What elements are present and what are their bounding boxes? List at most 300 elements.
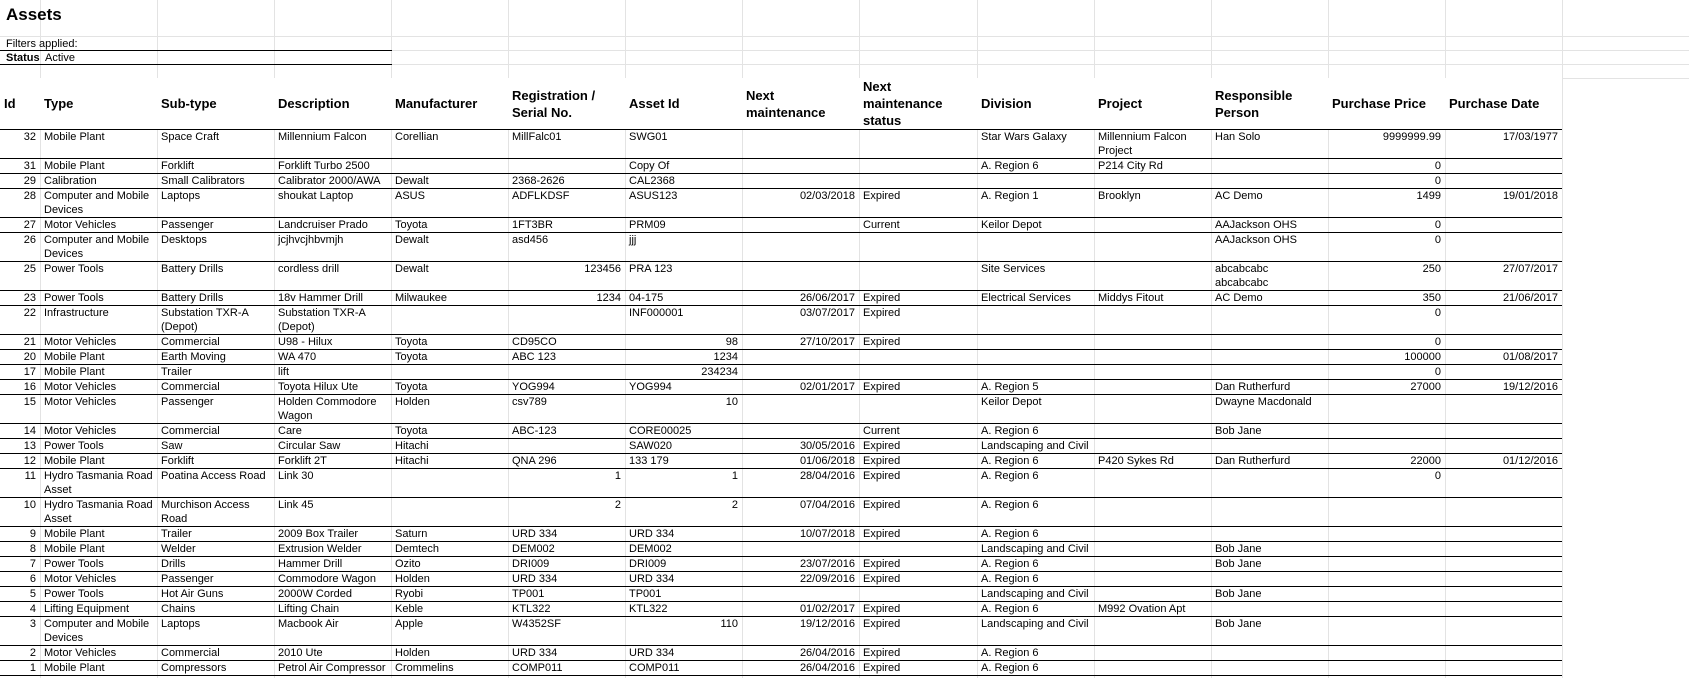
cell-project[interactable]: [1094, 350, 1211, 365]
cell-sub-type[interactable]: Laptops: [161, 190, 201, 202]
cell-responsible-person[interactable]: [1211, 527, 1328, 542]
cell-division[interactable]: A. Region 5: [981, 381, 1039, 393]
cell-registration[interactable]: [508, 306, 625, 335]
cell-next-maintenance[interactable]: 27/10/2017: [799, 336, 855, 348]
cell-sub-type[interactable]: Battery Drills: [161, 263, 224, 275]
cell-id[interactable]: 31: [23, 160, 36, 172]
cell-registration[interactable]: 1: [614, 470, 621, 482]
cell-purchase-price[interactable]: [1328, 646, 1445, 661]
cell-next-maintenance[interactable]: [742, 542, 859, 557]
cell-description[interactable]: 2010 Ute: [278, 647, 323, 659]
cell-id[interactable]: 14: [23, 425, 36, 437]
cell-registration[interactable]: 2368-2626: [512, 175, 565, 187]
cell-manufacturer[interactable]: Toyota: [395, 425, 428, 437]
cell-next-maintenance[interactable]: [742, 218, 859, 233]
cell-sub-type[interactable]: Drills: [161, 558, 186, 570]
table-row[interactable]: [0, 542, 1562, 557]
table-row[interactable]: [0, 130, 1562, 159]
cell-project[interactable]: [1094, 587, 1211, 602]
cell-next-maintenance[interactable]: 02/03/2018: [799, 190, 855, 202]
cell-type[interactable]: Mobile Plant: [44, 528, 105, 540]
cell-manufacturer[interactable]: [391, 498, 508, 527]
cell-registration[interactable]: [508, 439, 625, 454]
cell-description[interactable]: Lifting Chain: [278, 603, 340, 615]
cell-responsible-person[interactable]: Bob Jane: [1215, 543, 1262, 555]
cell-purchase-date[interactable]: [1445, 572, 1562, 587]
cell-next-maintenance[interactable]: [742, 233, 859, 262]
cell-asset-id[interactable]: URD 334: [629, 573, 675, 585]
cell-asset-id[interactable]: PRA 123: [629, 263, 673, 275]
cell-type[interactable]: Motor Vehicles: [44, 647, 117, 659]
cell-project[interactable]: Middys Fitout: [1098, 292, 1164, 304]
cell-sub-type[interactable]: Commercial: [161, 381, 220, 393]
cell-maintenance-status[interactable]: Expired: [863, 336, 901, 348]
cell-division[interactable]: [977, 306, 1094, 335]
cell-purchase-price[interactable]: [1328, 439, 1445, 454]
cell-registration[interactable]: W4352SF: [512, 618, 561, 630]
cell-description[interactable]: 18v Hammer Drill: [278, 292, 363, 304]
cell-description[interactable]: Petrol Air Compressor: [278, 662, 386, 674]
cell-division[interactable]: A. Region 6: [981, 573, 1039, 585]
cell-responsible-person[interactable]: AC Demo: [1215, 292, 1263, 304]
cell-project[interactable]: [1094, 218, 1211, 233]
cell-manufacturer[interactable]: Toyota: [395, 219, 428, 231]
cell-sub-type[interactable]: Substation TXR-A (Depot): [161, 307, 249, 333]
cell-purchase-date[interactable]: [1445, 439, 1562, 454]
table-row[interactable]: [0, 174, 1562, 189]
cell-type[interactable]: Calibration: [44, 175, 97, 187]
cell-purchase-date[interactable]: 01/08/2017: [1502, 351, 1558, 363]
cell-maintenance-status[interactable]: [859, 587, 977, 602]
cell-next-maintenance[interactable]: 01/02/2017: [799, 603, 855, 615]
cell-type[interactable]: Motor Vehicles: [44, 425, 117, 437]
cell-asset-id[interactable]: CORE00025: [629, 425, 692, 437]
cell-responsible-person[interactable]: [1211, 335, 1328, 350]
cell-purchase-date[interactable]: [1445, 306, 1562, 335]
cell-asset-id[interactable]: jjj: [629, 234, 637, 246]
cell-purchase-date[interactable]: 27/07/2017: [1502, 263, 1558, 275]
cell-maintenance-status[interactable]: Expired: [863, 190, 901, 202]
cell-responsible-person[interactable]: Bob Jane: [1215, 588, 1262, 600]
cell-next-maintenance[interactable]: 26/06/2017: [799, 292, 855, 304]
column-header-manufacturer[interactable]: Manufacturer: [391, 78, 508, 130]
cell-type[interactable]: Motor Vehicles: [44, 573, 117, 585]
cell-registration[interactable]: ABC-123: [512, 425, 557, 437]
cell-id[interactable]: 9: [29, 528, 36, 540]
cell-purchase-price[interactable]: [1328, 661, 1445, 676]
cell-asset-id[interactable]: INF000001: [629, 307, 684, 319]
cell-type[interactable]: Motor Vehicles: [44, 381, 117, 393]
cell-purchase-price[interactable]: 0: [1434, 470, 1441, 482]
cell-type[interactable]: Power Tools: [44, 440, 104, 452]
cell-id[interactable]: 3: [29, 618, 36, 630]
column-header-asset-id[interactable]: Asset Id: [625, 78, 742, 130]
cell-id[interactable]: 13: [23, 440, 36, 452]
table-row[interactable]: [0, 498, 1562, 527]
cell-division[interactable]: Electrical Services: [981, 292, 1071, 304]
column-header-sub-type[interactable]: Sub-type: [157, 78, 274, 130]
cell-id[interactable]: 5: [29, 588, 36, 600]
cell-registration[interactable]: QNA 296: [512, 455, 557, 467]
cell-responsible-person[interactable]: [1211, 174, 1328, 189]
table-row[interactable]: [0, 661, 1562, 676]
cell-manufacturer[interactable]: Dewalt: [395, 234, 429, 246]
cell-maintenance-status[interactable]: Expired: [863, 528, 901, 540]
cell-project[interactable]: [1094, 262, 1211, 291]
cell-project[interactable]: P214 City Rd: [1098, 160, 1163, 172]
cell-maintenance-status[interactable]: [859, 233, 977, 262]
cell-type[interactable]: Hydro Tasmania Road Asset: [44, 499, 153, 525]
cell-sub-type[interactable]: Compressors: [161, 662, 227, 674]
cell-registration[interactable]: csv789: [512, 396, 547, 408]
cell-description[interactable]: Hammer Drill: [278, 558, 343, 570]
cell-type[interactable]: Power Tools: [44, 292, 104, 304]
cell-next-maintenance[interactable]: [742, 159, 859, 174]
cell-id[interactable]: 32: [23, 131, 36, 143]
cell-purchase-date[interactable]: [1445, 542, 1562, 557]
cell-maintenance-status[interactable]: Current: [863, 219, 900, 231]
cell-asset-id[interactable]: KTL322: [629, 603, 668, 615]
cell-asset-id[interactable]: SAW020: [629, 440, 673, 452]
cell-purchase-date[interactable]: [1445, 557, 1562, 572]
cell-sub-type[interactable]: Murchison Access Road: [161, 499, 250, 525]
cell-sub-type[interactable]: Poatina Access Road: [161, 470, 266, 482]
cell-registration[interactable]: DRI009: [512, 558, 550, 570]
cell-maintenance-status[interactable]: Expired: [863, 499, 901, 511]
cell-type[interactable]: Motor Vehicles: [44, 336, 117, 348]
table-row[interactable]: [0, 233, 1562, 262]
cell-asset-id[interactable]: 2: [731, 499, 738, 511]
table-row[interactable]: [0, 262, 1562, 291]
cell-manufacturer[interactable]: Ozito: [395, 558, 421, 570]
cell-description[interactable]: Care: [278, 425, 302, 437]
column-header-maintenance-status[interactable]: Next maintenance status: [859, 78, 977, 130]
cell-project[interactable]: [1094, 646, 1211, 661]
cell-sub-type[interactable]: Chains: [161, 603, 196, 615]
cell-registration[interactable]: CD95CO: [512, 336, 557, 348]
cell-description[interactable]: Commodore Wagon: [278, 573, 377, 585]
cell-project[interactable]: [1094, 617, 1211, 646]
cell-manufacturer[interactable]: Demtech: [395, 543, 440, 555]
cell-asset-id[interactable]: 98: [725, 336, 738, 348]
cell-manufacturer[interactable]: Crommelins: [395, 662, 454, 674]
cell-id[interactable]: 17: [23, 366, 36, 378]
cell-description[interactable]: Extrusion Welder: [278, 543, 362, 555]
table-row[interactable]: [0, 572, 1562, 587]
cell-sub-type[interactable]: Trailer: [161, 528, 192, 540]
column-header-next-maintenance[interactable]: Next maintenance: [742, 78, 859, 130]
cell-responsible-person[interactable]: [1211, 572, 1328, 587]
cell-responsible-person[interactable]: Bob Jane: [1215, 425, 1262, 437]
table-row[interactable]: [0, 527, 1562, 542]
table-row[interactable]: [0, 306, 1562, 335]
cell-purchase-date[interactable]: [1445, 424, 1562, 439]
cell-manufacturer[interactable]: [391, 159, 508, 174]
cell-manufacturer[interactable]: Apple: [395, 618, 424, 630]
cell-description[interactable]: Circular Saw: [278, 440, 341, 452]
cell-next-maintenance[interactable]: 07/04/2016: [799, 499, 855, 511]
cell-division[interactable]: A. Region 6: [981, 662, 1039, 674]
cell-maintenance-status[interactable]: Expired: [863, 470, 901, 482]
cell-next-maintenance[interactable]: 22/09/2016: [799, 573, 855, 585]
cell-project[interactable]: [1094, 557, 1211, 572]
cell-asset-id[interactable]: DEM002: [629, 543, 672, 555]
cell-manufacturer[interactable]: Ryobi: [395, 588, 424, 600]
cell-type[interactable]: Motor Vehicles: [44, 396, 117, 408]
cell-division[interactable]: A. Region 6: [981, 647, 1039, 659]
cell-manufacturer[interactable]: Corellian: [395, 131, 439, 143]
cell-purchase-date[interactable]: [1445, 395, 1562, 424]
cell-type[interactable]: Mobile Plant: [44, 662, 105, 674]
table-row[interactable]: [0, 602, 1562, 617]
cell-manufacturer[interactable]: [391, 469, 508, 498]
cell-type[interactable]: Mobile Plant: [44, 160, 105, 172]
cell-registration[interactable]: URD 334: [512, 647, 558, 659]
column-header-id[interactable]: Id: [0, 78, 40, 130]
cell-responsible-person[interactable]: [1211, 306, 1328, 335]
cell-maintenance-status[interactable]: Expired: [863, 603, 901, 615]
cell-project[interactable]: [1094, 439, 1211, 454]
cell-project[interactable]: [1094, 365, 1211, 380]
cell-registration[interactable]: [508, 365, 625, 380]
cell-project[interactable]: [1094, 395, 1211, 424]
cell-next-maintenance[interactable]: 26/04/2016: [799, 647, 855, 659]
cell-sub-type[interactable]: Welder: [161, 543, 196, 555]
cell-division[interactable]: Landscaping and Civil: [981, 588, 1089, 600]
cell-asset-id[interactable]: 1: [731, 470, 738, 482]
cell-registration[interactable]: 1234: [596, 292, 621, 304]
cell-type[interactable]: Infrastructure: [44, 307, 109, 319]
cell-description[interactable]: Macbook Air: [278, 618, 339, 630]
cell-maintenance-status[interactable]: [859, 542, 977, 557]
cell-sub-type[interactable]: Commercial: [161, 336, 220, 348]
cell-asset-id[interactable]: PRM09: [629, 219, 666, 231]
cell-registration[interactable]: 123456: [584, 263, 621, 275]
cell-maintenance-status[interactable]: [859, 365, 977, 380]
cell-division[interactable]: [977, 233, 1094, 262]
cell-manufacturer[interactable]: Holden: [395, 647, 430, 659]
cell-type[interactable]: Power Tools: [44, 558, 104, 570]
cell-purchase-price[interactable]: 0: [1434, 366, 1441, 378]
cell-purchase-date[interactable]: [1445, 646, 1562, 661]
cell-id[interactable]: 21: [23, 336, 36, 348]
cell-type[interactable]: Computer and Mobile Devices: [44, 618, 150, 644]
cell-id[interactable]: 11: [24, 470, 36, 482]
cell-division[interactable]: A. Region 6: [981, 470, 1039, 482]
cell-next-maintenance[interactable]: 02/01/2017: [799, 381, 855, 393]
cell-purchase-price[interactable]: [1328, 542, 1445, 557]
column-header-description[interactable]: Description: [274, 78, 391, 130]
cell-maintenance-status[interactable]: [859, 262, 977, 291]
cell-description[interactable]: Landcruiser Prado: [278, 219, 368, 231]
cell-manufacturer[interactable]: [391, 365, 508, 380]
cell-sub-type[interactable]: Saw: [161, 440, 183, 452]
cell-project[interactable]: M992 Ovation Apt: [1098, 603, 1186, 615]
cell-registration[interactable]: MillFalc01: [512, 131, 562, 143]
cell-sub-type[interactable]: Battery Drills: [161, 292, 224, 304]
cell-next-maintenance[interactable]: 23/07/2016: [799, 558, 855, 570]
cell-responsible-person[interactable]: Bob Jane: [1215, 558, 1262, 570]
cell-division[interactable]: Keilor Depot: [981, 396, 1042, 408]
cell-purchase-price[interactable]: 350: [1422, 292, 1441, 304]
cell-registration[interactable]: DEM002: [512, 543, 555, 555]
cell-purchase-price[interactable]: 0: [1434, 219, 1441, 231]
cell-type[interactable]: Power Tools: [44, 588, 104, 600]
cell-sub-type[interactable]: Desktops: [161, 234, 207, 246]
cell-purchase-price[interactable]: [1328, 527, 1445, 542]
cell-maintenance-status[interactable]: [859, 350, 977, 365]
cell-registration[interactable]: YOG994: [512, 381, 555, 393]
cell-division[interactable]: Landscaping and Civil: [981, 618, 1089, 630]
column-header-purchase-date[interactable]: Purchase Date: [1445, 78, 1562, 130]
cell-manufacturer[interactable]: Dewalt: [395, 263, 429, 275]
cell-asset-id[interactable]: 133 179: [629, 455, 669, 467]
cell-description[interactable]: Link 30: [278, 470, 314, 482]
cell-responsible-person[interactable]: abcabcabc abcabcabc: [1215, 263, 1269, 289]
cell-type[interactable]: Motor Vehicles: [44, 219, 117, 231]
cell-division[interactable]: Keilor Depot: [981, 219, 1042, 231]
cell-sub-type[interactable]: Passenger: [161, 219, 214, 231]
cell-sub-type[interactable]: Earth Moving: [161, 351, 226, 363]
cell-purchase-price[interactable]: 250: [1422, 263, 1441, 275]
table-row[interactable]: [0, 557, 1562, 572]
cell-maintenance-status[interactable]: [859, 130, 977, 159]
cell-division[interactable]: [977, 365, 1094, 380]
cell-next-maintenance[interactable]: 28/04/2016: [799, 470, 855, 482]
cell-responsible-person[interactable]: [1211, 661, 1328, 676]
cell-responsible-person[interactable]: [1211, 439, 1328, 454]
cell-manufacturer[interactable]: Toyota: [395, 351, 428, 363]
cell-project[interactable]: Brooklyn: [1098, 190, 1141, 202]
cell-maintenance-status[interactable]: Expired: [863, 662, 901, 674]
cell-division[interactable]: A. Region 6: [981, 499, 1039, 511]
cell-purchase-price[interactable]: [1328, 424, 1445, 439]
cell-sub-type[interactable]: Commercial: [161, 647, 220, 659]
cell-asset-id[interactable]: TP001: [629, 588, 662, 600]
cell-type[interactable]: Mobile Plant: [44, 543, 105, 555]
cell-type[interactable]: Power Tools: [44, 263, 104, 275]
cell-asset-id[interactable]: 04-175: [629, 292, 664, 304]
cell-maintenance-status[interactable]: [859, 174, 977, 189]
cell-description[interactable]: Link 45: [278, 499, 314, 511]
cell-purchase-price[interactable]: [1328, 587, 1445, 602]
cell-project[interactable]: [1094, 572, 1211, 587]
cell-sub-type[interactable]: Trailer: [161, 366, 192, 378]
cell-project[interactable]: [1094, 542, 1211, 557]
cell-purchase-price[interactable]: [1328, 602, 1445, 617]
cell-next-maintenance[interactable]: [742, 587, 859, 602]
cell-purchase-price[interactable]: [1328, 557, 1445, 572]
cell-registration[interactable]: ADFLKDSF: [512, 190, 570, 202]
cell-registration[interactable]: COMP011: [512, 662, 563, 674]
table-row[interactable]: [0, 646, 1562, 661]
cell-purchase-price[interactable]: [1328, 617, 1445, 646]
cell-division[interactable]: [977, 350, 1094, 365]
cell-project[interactable]: [1094, 424, 1211, 439]
cell-project[interactable]: P420 Sykes Rd: [1098, 455, 1174, 467]
cell-division[interactable]: A. Region 6: [981, 528, 1039, 540]
cell-id[interactable]: 26: [23, 234, 36, 246]
cell-manufacturer[interactable]: Holden: [395, 396, 430, 408]
cell-registration[interactable]: [508, 159, 625, 174]
cell-project[interactable]: Millennium Falcon Project: [1098, 131, 1187, 157]
cell-purchase-price[interactable]: [1328, 572, 1445, 587]
cell-maintenance-status[interactable]: Expired: [863, 381, 901, 393]
cell-next-maintenance[interactable]: [742, 174, 859, 189]
cell-purchase-date[interactable]: [1445, 498, 1562, 527]
cell-description[interactable]: U98 - Hilux: [278, 336, 333, 348]
cell-division[interactable]: Landscaping and Civil: [981, 543, 1089, 555]
cell-purchase-date[interactable]: [1445, 335, 1562, 350]
cell-next-maintenance[interactable]: 26/04/2016: [799, 662, 855, 674]
cell-purchase-date[interactable]: [1445, 218, 1562, 233]
cell-purchase-price[interactable]: 22000: [1410, 455, 1441, 467]
cell-asset-id[interactable]: URD 334: [629, 528, 675, 540]
cell-description[interactable]: shoukat Laptop: [278, 190, 354, 202]
cell-manufacturer[interactable]: Hitachi: [395, 455, 429, 467]
cell-registration[interactable]: 2: [614, 499, 621, 511]
cell-asset-id[interactable]: URD 334: [629, 647, 675, 659]
cell-id[interactable]: 2: [29, 647, 36, 659]
cell-manufacturer[interactable]: Dewalt: [395, 175, 429, 187]
cell-next-maintenance[interactable]: 19/12/2016: [799, 618, 855, 630]
column-header-responsible-person[interactable]: Responsible Person: [1211, 78, 1328, 130]
cell-id[interactable]: 1: [29, 662, 36, 674]
cell-responsible-person[interactable]: AAJackson OHS: [1215, 234, 1297, 246]
cell-division[interactable]: Star Wars Galaxy: [981, 131, 1067, 143]
table-row[interactable]: [0, 380, 1562, 395]
cell-type[interactable]: Lifting Equipment: [44, 603, 129, 615]
cell-purchase-price[interactable]: [1328, 395, 1445, 424]
cell-purchase-date[interactable]: [1445, 527, 1562, 542]
table-row[interactable]: [0, 159, 1562, 174]
table-row[interactable]: [0, 454, 1562, 469]
cell-id[interactable]: 29: [23, 175, 36, 187]
cell-project[interactable]: [1094, 661, 1211, 676]
cell-maintenance-status[interactable]: Expired: [863, 647, 901, 659]
table-row[interactable]: [0, 365, 1562, 380]
cell-id[interactable]: 6: [29, 573, 36, 585]
cell-division[interactable]: A. Region 6: [981, 603, 1039, 615]
cell-id[interactable]: 20: [23, 351, 36, 363]
cell-maintenance-status[interactable]: Current: [863, 425, 900, 437]
cell-maintenance-status[interactable]: Expired: [863, 573, 901, 585]
cell-responsible-person[interactable]: [1211, 646, 1328, 661]
cell-responsible-person[interactable]: [1211, 602, 1328, 617]
cell-id[interactable]: 23: [23, 292, 36, 304]
cell-description[interactable]: 2009 Box Trailer: [278, 528, 359, 540]
table-row[interactable]: [0, 439, 1562, 454]
cell-asset-id[interactable]: ASUS123: [629, 190, 678, 202]
cell-maintenance-status[interactable]: Expired: [863, 618, 901, 630]
cell-purchase-price[interactable]: [1328, 498, 1445, 527]
cell-purchase-date[interactable]: [1445, 587, 1562, 602]
cell-purchase-price[interactable]: 0: [1434, 160, 1441, 172]
cell-purchase-price[interactable]: 1499: [1416, 190, 1441, 202]
table-row[interactable]: [0, 424, 1562, 439]
table-row[interactable]: [0, 335, 1562, 350]
column-header-purchase-price[interactable]: Purchase Price: [1328, 78, 1445, 130]
cell-id[interactable]: 15: [23, 396, 36, 408]
cell-next-maintenance[interactable]: 30/05/2016: [799, 440, 855, 452]
cell-registration[interactable]: TP001: [512, 588, 545, 600]
cell-id[interactable]: 25: [23, 263, 36, 275]
cell-purchase-price[interactable]: 100000: [1404, 351, 1441, 363]
cell-maintenance-status[interactable]: Expired: [863, 292, 901, 304]
table-row[interactable]: [0, 587, 1562, 602]
cell-description[interactable]: Holden Commodore Wagon: [278, 396, 377, 422]
cell-responsible-person[interactable]: Bob Jane: [1215, 618, 1262, 630]
